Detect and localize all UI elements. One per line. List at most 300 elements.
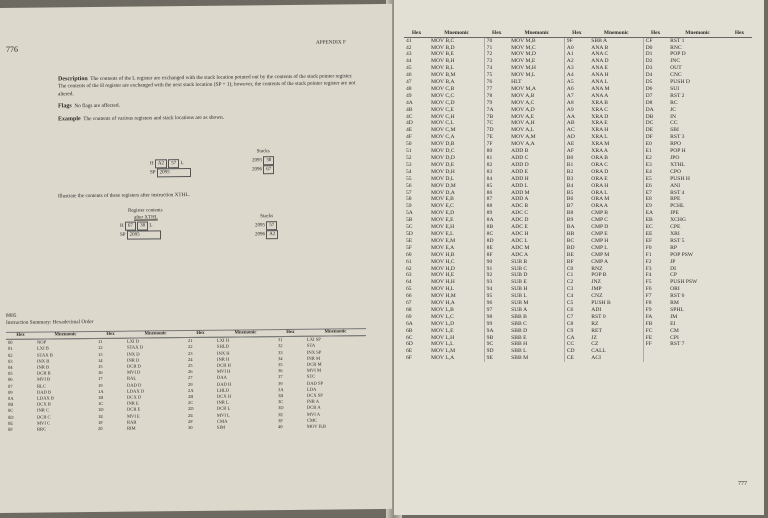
mnemonic-cell: RST 7 bbox=[670, 341, 685, 348]
hex-cell: FE bbox=[643, 335, 668, 342]
reg-h-label: H bbox=[150, 161, 154, 167]
mnemonic-cell: MOV A,L bbox=[511, 127, 535, 134]
mnemonic-cell: DCR B bbox=[36, 370, 51, 376]
hex-cell: AC bbox=[564, 127, 589, 134]
mnemonic-cell: MOV B,C bbox=[431, 37, 455, 44]
mnemonic-cell: CP bbox=[670, 272, 677, 279]
hex-cell: AB bbox=[564, 120, 589, 127]
hex-cell: B3 bbox=[564, 176, 589, 183]
hex-cell: C3 bbox=[564, 286, 589, 293]
mnemonic-cell: MOV C,C bbox=[431, 92, 455, 99]
hex-cell: C1 bbox=[564, 272, 589, 279]
mnemonic-cell: MOV B,B bbox=[306, 423, 326, 429]
mnemonic-cell: DCR M bbox=[306, 361, 322, 367]
mnemonic-cell: MVI C bbox=[36, 420, 51, 426]
table-row bbox=[404, 293, 752, 300]
hex-cell: AD bbox=[564, 134, 589, 141]
hex-cell: E7 bbox=[643, 190, 668, 197]
mnemonic-cell: POP H bbox=[670, 148, 686, 155]
hex-cell: 4F bbox=[406, 134, 412, 141]
hex-cell: 2A bbox=[187, 387, 194, 393]
mnemonic-cell: SBB L bbox=[511, 348, 527, 355]
hex-cell: 31 bbox=[277, 337, 283, 343]
mnemonic-cell: SUB B bbox=[511, 258, 528, 265]
hex-cell: 09 bbox=[8, 389, 13, 395]
hex-cell: 12 bbox=[97, 345, 103, 351]
table-row bbox=[404, 79, 752, 86]
mnemonic-cell: MOV E,L bbox=[431, 230, 454, 237]
hex-cell: 7A bbox=[484, 107, 509, 114]
hex-cell: D2 bbox=[643, 58, 668, 65]
mnemonic-cell: MOV M,B bbox=[511, 37, 536, 44]
hex-cell: A3 bbox=[564, 65, 589, 72]
hex-cell: 33 bbox=[277, 349, 283, 355]
mnemonic-cell: MVI M bbox=[306, 367, 322, 374]
mnemonic-cell: SBB C bbox=[511, 320, 527, 327]
hex-cell: D1 bbox=[643, 51, 668, 58]
mnemonic-cell: DAD D bbox=[126, 382, 142, 388]
hex-cell: E8 bbox=[643, 196, 668, 203]
hex-cell: 25 bbox=[187, 362, 193, 369]
hex-cell: 7F bbox=[484, 141, 509, 148]
hex-cell: B6 bbox=[564, 196, 589, 203]
hex-cell: 3B bbox=[277, 393, 284, 399]
mnemonic-cell: SUB D bbox=[511, 272, 528, 279]
mnemonic-cell: RST 4 bbox=[670, 189, 685, 196]
hex-cell: A4 bbox=[564, 72, 589, 79]
mnemonic-cell: MOV D,C bbox=[431, 148, 455, 155]
mnemonic-cell: SBI bbox=[670, 127, 679, 134]
stack-diagram-after bbox=[255, 213, 278, 239]
hex-cell: EE bbox=[643, 231, 668, 238]
hex-cell: C4 bbox=[564, 293, 589, 300]
mnemonic-cell: POP PSW bbox=[670, 251, 694, 258]
hex-cell: 68 bbox=[406, 306, 412, 313]
hex-cell: EC bbox=[643, 224, 668, 231]
hex-cell: AE bbox=[564, 141, 589, 148]
running-header: APPENDIX F bbox=[316, 39, 346, 46]
mnemonic-cell: PUSH PSW bbox=[670, 279, 698, 286]
mnemonic-cell: RST 3 bbox=[670, 134, 685, 141]
hex-cell bbox=[643, 348, 668, 355]
example-text: The contents of various registers and stack locations are as shown. bbox=[83, 114, 225, 122]
mnemonic-cell: CNC bbox=[670, 72, 682, 79]
table-row bbox=[404, 307, 752, 314]
mnemonic-cell: DCR A bbox=[306, 405, 321, 411]
stack-diagram-before bbox=[252, 148, 274, 174]
hex-cell: 3F bbox=[277, 417, 283, 423]
hex-cell: 95 bbox=[484, 293, 509, 300]
hex-cell: 5F bbox=[406, 244, 412, 251]
hex-cell: E2 bbox=[643, 155, 668, 162]
table-row bbox=[404, 335, 752, 342]
hex-cell: 74 bbox=[484, 65, 509, 72]
col-header: Hex bbox=[404, 30, 429, 37]
hex-cell: F0 bbox=[643, 245, 668, 252]
hex-cell: B0 bbox=[564, 155, 589, 162]
hex-cell: 5C bbox=[406, 224, 413, 231]
hex-cell: 9C bbox=[484, 341, 509, 348]
table-row bbox=[404, 328, 752, 335]
mnemonic-cell: MOV H,A bbox=[431, 300, 455, 307]
hex-cell bbox=[643, 355, 668, 362]
mnemonic-cell: MOV C,M bbox=[431, 127, 456, 134]
flags-label: Flags bbox=[58, 103, 72, 110]
hex-cell: 06 bbox=[8, 377, 13, 383]
mnemonic-cell: ORA L bbox=[591, 189, 608, 196]
mnemonic-cell: MOV M,L bbox=[511, 72, 536, 79]
mnemonic-cell: INR E bbox=[126, 400, 139, 406]
mnemonic-cell: RP bbox=[670, 244, 677, 251]
mnemonic-cell: JPO bbox=[670, 155, 680, 161]
table-row bbox=[404, 169, 752, 176]
hex-cell: AA bbox=[564, 114, 589, 121]
hex-cell: CA bbox=[564, 335, 589, 342]
stack-addr: 2096 bbox=[252, 167, 262, 173]
mnemonic-cell: MOV A,D bbox=[511, 106, 535, 113]
mnemonic-cell: MOV M,E bbox=[511, 58, 536, 65]
hex-cell: F1 bbox=[643, 252, 668, 259]
mnemonic-cell bbox=[668, 348, 727, 355]
mnemonic-cell: SUB E bbox=[511, 279, 527, 286]
mnemonic-cell: MOV D,H bbox=[431, 168, 455, 175]
mnemonic-cell: MOV H,C bbox=[431, 258, 455, 265]
mnemonic-cell: ADD C bbox=[511, 155, 529, 161]
hex-cell: DA bbox=[643, 107, 668, 114]
mnemonic-cell: MOV M,A bbox=[511, 85, 536, 92]
mnemonic-cell: INX D bbox=[126, 351, 140, 357]
hex-cell: CF bbox=[643, 37, 668, 44]
mnemonic-cell: DCX D bbox=[126, 394, 142, 400]
col-header: Hex bbox=[727, 30, 752, 37]
hex-cell: 3D bbox=[277, 405, 284, 411]
hex-cell: B2 bbox=[564, 169, 589, 176]
table-row bbox=[404, 300, 752, 307]
mnemonic-cell: MVI E bbox=[126, 413, 140, 419]
hex-cell: C2 bbox=[564, 279, 589, 286]
hex-cell: F2 bbox=[643, 259, 668, 266]
summary-title bbox=[6, 312, 93, 326]
col-header: Hex bbox=[484, 30, 509, 37]
table-row bbox=[404, 238, 752, 245]
hex-cell: 9B bbox=[484, 335, 509, 342]
hex-cell: E3 bbox=[643, 162, 668, 169]
mnemonic-cell: RST 5 bbox=[670, 237, 685, 244]
hex-cell: A8 bbox=[564, 100, 589, 107]
reg-h-value: A2 bbox=[155, 159, 167, 168]
mnemonic-cell: MOV E,A bbox=[431, 244, 455, 251]
hex-cell: 56 bbox=[406, 182, 412, 189]
mnemonic-cell: ACI bbox=[591, 355, 601, 362]
mnemonic-cell: MOV C,L bbox=[431, 120, 454, 127]
example-label: Example bbox=[58, 115, 81, 123]
hex-cell: 8D bbox=[484, 238, 509, 245]
mnemonic-cell: RET bbox=[591, 327, 602, 334]
mnemonic-cell: JM bbox=[670, 313, 678, 320]
mnemonic-cell: ADC L bbox=[511, 237, 528, 244]
hex-cell: 64 bbox=[406, 279, 412, 286]
table-row bbox=[404, 162, 752, 169]
stack-value: 38 bbox=[263, 156, 274, 165]
hex-cell: B8 bbox=[564, 210, 589, 217]
mnemonic-cell: MOV L,A bbox=[431, 355, 455, 362]
reg-l-label: L bbox=[180, 161, 184, 167]
mnemonic-cell: MOV L,E bbox=[431, 327, 454, 334]
mnemonic-cell: SUI bbox=[670, 85, 680, 92]
hex-cell: 37 bbox=[277, 374, 283, 380]
mnemonic-cell: XRA C bbox=[591, 106, 608, 113]
col-header: Mnemonic bbox=[589, 30, 643, 37]
table-row bbox=[404, 93, 752, 100]
mnemonic-cell: MOV H,H bbox=[431, 279, 455, 286]
hex-cell: 01 bbox=[8, 346, 13, 352]
hex-cell: 2F bbox=[187, 418, 193, 424]
hex-cell: 19 bbox=[97, 382, 103, 388]
col-header: Hex bbox=[6, 332, 35, 340]
table-row bbox=[404, 231, 752, 238]
mnemonic-cell: ADD E bbox=[511, 168, 529, 175]
table-row bbox=[404, 259, 752, 266]
mnemonic-cell: INX B bbox=[36, 358, 50, 364]
mnemonic-cell: LXI H bbox=[216, 337, 230, 343]
table-row bbox=[404, 37, 752, 44]
opcode-table-left bbox=[6, 328, 366, 433]
mnemonic-cell: ORA D bbox=[591, 168, 609, 175]
hex-cell: 63 bbox=[406, 272, 412, 279]
hex-cell: DB bbox=[643, 114, 668, 121]
hex-cell: F5 bbox=[643, 279, 668, 286]
col-header: Mnemonic bbox=[125, 331, 186, 339]
mnemonic-cell: EI bbox=[670, 320, 676, 327]
mnemonic-cell: ADC C bbox=[511, 210, 529, 217]
mnemonic-cell: DI bbox=[670, 265, 677, 272]
mnemonic-cell: ANI bbox=[670, 182, 681, 189]
hex-cell: 23 bbox=[187, 350, 193, 356]
mnemonic-cell: ADC M bbox=[511, 244, 530, 251]
reg-l-value: 57 bbox=[168, 159, 179, 168]
mnemonic-cell: RRC bbox=[36, 426, 47, 432]
hex-cell: 48 bbox=[406, 85, 412, 92]
mnemonic-cell: RNC bbox=[670, 44, 682, 51]
hex-cell: 4E bbox=[406, 127, 413, 134]
table-row bbox=[404, 245, 752, 252]
hex-cell: 43 bbox=[406, 51, 412, 58]
hex-cell: 6B bbox=[406, 327, 413, 334]
mnemonic-cell: CM bbox=[670, 327, 679, 334]
mnemonic-cell: POP D bbox=[670, 51, 686, 58]
hex-cell: C6 bbox=[564, 307, 589, 314]
mnemonic-cell: MVI D bbox=[126, 369, 141, 375]
hex-cell: 4B bbox=[406, 106, 413, 113]
mnemonic-cell: INR A bbox=[306, 398, 320, 405]
reg-l-value: 38 bbox=[137, 221, 148, 230]
mnemonic-cell: RM bbox=[670, 300, 679, 307]
mnemonic-cell: SUB M bbox=[511, 300, 529, 307]
col-header: Hex bbox=[276, 329, 305, 337]
hex-cell: E1 bbox=[643, 148, 668, 155]
mnemonic-cell: ADC A bbox=[511, 251, 529, 258]
col-header: Mnemonic bbox=[35, 331, 96, 339]
hex-cell: CC bbox=[564, 341, 589, 348]
mnemonic-cell: DCX H bbox=[216, 393, 232, 399]
col-header: Mnemonic bbox=[429, 30, 484, 37]
hex-cell: B9 bbox=[564, 217, 589, 224]
hex-cell: 5A bbox=[406, 210, 413, 217]
hex-cell: 0E bbox=[8, 420, 14, 426]
mnemonic-cell: ADD L bbox=[511, 182, 529, 189]
hex-cell: 8E bbox=[484, 245, 509, 252]
mnemonic-cell: ADD D bbox=[511, 161, 529, 168]
col-header: Hex bbox=[564, 30, 589, 37]
mnemonic-cell: MOV D,E bbox=[431, 161, 455, 168]
mnemonic-cell: MOV D,A bbox=[431, 189, 455, 196]
register-diagram-before bbox=[150, 159, 191, 177]
hex-cell: 55 bbox=[406, 175, 412, 182]
hex-cell: 62 bbox=[406, 265, 412, 272]
hex-cell: 91 bbox=[484, 266, 509, 273]
hex-cell: FF bbox=[643, 341, 668, 348]
hex-cell: 5D bbox=[406, 230, 413, 237]
hex-cell: C0 bbox=[564, 266, 589, 273]
hex-cell: E4 bbox=[643, 169, 668, 176]
hex-cell: 82 bbox=[484, 162, 509, 169]
mnemonic-cell: MOV A,E bbox=[511, 113, 535, 120]
right-page bbox=[394, 0, 764, 515]
hex-cell: F3 bbox=[643, 266, 668, 273]
hex-cell: 3E bbox=[277, 411, 284, 417]
description-text: The contents of the L register are exchanged with the stack location pointed out by the contents of the stack pointer register. The contents of the H register are exchanged with the next stack location (SP + 1); however, the contents of the stack pointer register are not altered. bbox=[58, 73, 356, 98]
hex-cell: 75 bbox=[484, 72, 509, 79]
table-row bbox=[404, 203, 752, 210]
hex-cell: 66 bbox=[406, 293, 412, 300]
mnemonic-cell: DCX SP bbox=[306, 392, 323, 398]
hex-cell: 6F bbox=[406, 355, 412, 362]
mnemonic-cell: ANA C bbox=[591, 51, 609, 58]
opcode-table-right bbox=[404, 30, 752, 362]
table-row bbox=[404, 355, 752, 362]
mnemonic-cell: JZ bbox=[591, 334, 597, 341]
hex-cell: 9F bbox=[564, 37, 589, 44]
hex-cell: 0C bbox=[8, 408, 14, 414]
hex-cell: 3A bbox=[277, 386, 284, 392]
mnemonic-cell: SHLD bbox=[216, 344, 229, 350]
hex-cell: 7D bbox=[484, 127, 509, 134]
mnemonic-cell: CPI bbox=[670, 334, 679, 341]
hex-cell: 1C bbox=[97, 401, 104, 407]
col-header: Mnemonic bbox=[668, 30, 727, 37]
table-row bbox=[404, 86, 752, 93]
mnemonic-cell: ANA M bbox=[591, 85, 610, 92]
hex-cell: 77 bbox=[484, 86, 509, 93]
table-row bbox=[404, 217, 752, 224]
mnemonic-cell: INX SP bbox=[306, 349, 322, 355]
table-row bbox=[404, 314, 752, 321]
mnemonic-cell: XRA E bbox=[591, 120, 608, 127]
mnemonic-cell: MOV M,C bbox=[511, 44, 536, 51]
mnemonic-cell: JNC bbox=[670, 58, 681, 65]
mnemonic-cell: SBB H bbox=[511, 341, 528, 348]
mnemonic-cell: INR B bbox=[36, 364, 50, 370]
table-row bbox=[404, 58, 752, 65]
stacks-label: Stacks bbox=[260, 214, 274, 220]
hex-cell: C9 bbox=[564, 328, 589, 335]
hex-cell: FB bbox=[643, 321, 668, 328]
hex-cell: 97 bbox=[484, 307, 509, 314]
mnemonic-cell: SBB E bbox=[511, 334, 527, 341]
hex-cell: 98 bbox=[484, 314, 509, 321]
hex-cell: 49 bbox=[406, 92, 412, 99]
summary-title-chip: 8085 bbox=[6, 312, 17, 319]
hex-cell: EF bbox=[643, 238, 668, 245]
sp-label: SP bbox=[120, 232, 126, 238]
mnemonic-cell: MOV C,E bbox=[431, 106, 454, 113]
mnemonic-cell: ORA E bbox=[591, 175, 608, 182]
stack-addr: 2096 bbox=[255, 232, 265, 238]
mnemonic-cell: MOV H,L bbox=[431, 286, 455, 293]
hex-cell: D4 bbox=[643, 72, 668, 79]
hex-cell: 79 bbox=[484, 100, 509, 107]
mnemonic-cell: RIM bbox=[126, 425, 136, 431]
hex-cell: B5 bbox=[564, 190, 589, 197]
hex-cell: DC bbox=[643, 120, 668, 127]
stack-value: 67 bbox=[263, 165, 274, 174]
mnemonic-cell: DAD H bbox=[216, 381, 232, 387]
hex-cell: E0 bbox=[643, 141, 668, 148]
col-header: Hex bbox=[643, 30, 668, 37]
mnemonic-cell: INR L bbox=[216, 399, 229, 405]
hex-cell: 1F bbox=[97, 419, 103, 425]
mnemonic-cell: CZ bbox=[591, 341, 599, 348]
mnemonic-cell: PUSH B bbox=[591, 300, 611, 307]
hex-cell: 81 bbox=[484, 155, 509, 162]
mnemonic-cell: SBB B bbox=[511, 313, 527, 320]
mnemonic-cell: XRA B bbox=[591, 99, 608, 106]
hex-cell: 02 bbox=[8, 352, 13, 358]
hex-cell: B7 bbox=[564, 203, 589, 210]
mnemonic-cell: DAD SP bbox=[306, 380, 324, 386]
hex-cell: 57 bbox=[406, 189, 412, 196]
hex-cell: 4C bbox=[406, 113, 413, 120]
mnemonic-cell: CMA bbox=[216, 418, 228, 424]
mnemonic-cell: CMP B bbox=[591, 210, 609, 217]
mnemonic-cell: CMP A bbox=[591, 258, 609, 265]
mnemonic-cell: MOV H,E bbox=[431, 272, 455, 279]
mnemonic-cell: MOV B,E bbox=[431, 51, 454, 58]
hex-cell: A0 bbox=[564, 45, 589, 52]
mnemonic-cell: ORI bbox=[670, 286, 680, 293]
reg-h-value: 67 bbox=[125, 222, 136, 231]
mnemonic-cell: LDAX D bbox=[126, 388, 145, 394]
mnemonic-cell: ANA B bbox=[591, 44, 609, 51]
mnemonic-cell: ORA B bbox=[591, 155, 608, 161]
mnemonic-cell: MOV D,D bbox=[431, 155, 455, 161]
hex-cell: BA bbox=[564, 224, 589, 231]
col-header: Mnemonic bbox=[509, 30, 564, 37]
col-header: Mnemonic bbox=[305, 329, 366, 337]
hex-cell: F7 bbox=[643, 293, 668, 300]
hex-cell: 87 bbox=[484, 196, 509, 203]
hex-cell: 45 bbox=[406, 65, 412, 72]
reg-l-label: L bbox=[149, 223, 153, 229]
table-row bbox=[404, 45, 752, 52]
hex-cell: E9 bbox=[643, 203, 668, 210]
col-header: Mnemonic bbox=[215, 330, 276, 338]
mnemonic-cell: ADC H bbox=[511, 230, 529, 237]
mnemonic-cell: STAX D bbox=[126, 344, 144, 351]
mnemonic-cell: MOV A,C bbox=[511, 99, 535, 106]
hex-cell: EB bbox=[643, 217, 668, 224]
hex-cell: 30 bbox=[187, 425, 193, 431]
